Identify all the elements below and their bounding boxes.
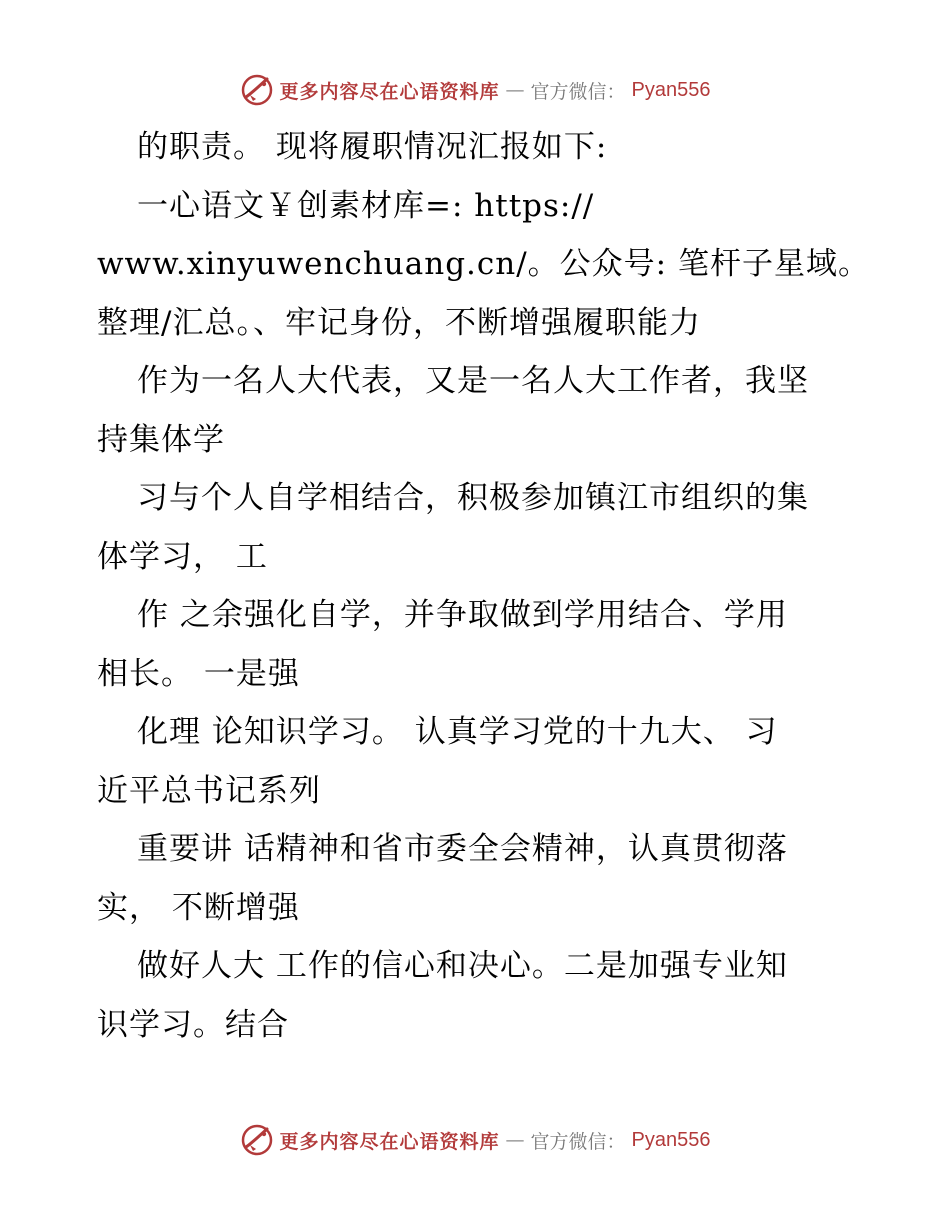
document-body (97, 118, 870, 1054)
body-line: 相长。 一是强 (97, 655, 300, 692)
body-line: 近平总书记系列 (97, 772, 321, 809)
body-line: 做好人大 工作的信心和决心。二是加强专业知 (137, 948, 788, 984)
body-line: www.xinyuwenchuang.cn/。公众号: 笔杆子星域。 (97, 246, 870, 282)
footer-banner (0, 1120, 950, 1160)
body-line: 的职责。 现将履职情况汇报如下: (137, 129, 608, 165)
header-banner-inner (240, 73, 711, 107)
body-line: 化理 论知识学习。 认真学习党的十九大、 习 (137, 714, 778, 750)
footer-banner-dash: — (505, 1129, 525, 1151)
body-line: 作 之余强化自学，并争取做到学用结合、学用 (137, 597, 788, 633)
header-banner-text: 更多内容尽在心语资料库 (279, 80, 500, 103)
body-line: 识学习。结合 (97, 1006, 289, 1043)
header-banner (0, 70, 950, 110)
pen-logo-icon (240, 1123, 274, 1157)
pen-logo-icon (240, 73, 274, 107)
body-line: 实， 不断增强 (97, 889, 300, 926)
footer-wechat-id: Pyan556 (631, 1128, 711, 1151)
body-line: 一心语文￥创素材库=: https:// (137, 187, 595, 224)
footer-banner-text: 更多内容尽在心语资料库 (279, 1130, 500, 1153)
body-line: 作为一名人大代表，又是一名人大工作者，我坚 (137, 363, 809, 399)
body-line: 持集体学 (97, 421, 225, 458)
footer-wechat-label: 官方微信： (530, 1130, 626, 1153)
header-wechat-id: Pyan556 (631, 78, 711, 101)
header-wechat-label: 官方微信： (530, 80, 626, 103)
body-line: 体学习， 工 (97, 538, 268, 575)
body-line: 整理/汇总。、牢记身份，不断增强履职能力 (97, 304, 701, 341)
body-line: 重要讲 话精神和省市委全会精神，认真贯彻落 (137, 831, 788, 867)
header-banner-dash: — (505, 79, 525, 101)
footer-banner-inner (240, 1123, 711, 1157)
body-line: 习与个人自学相结合，积极参加镇江市组织的集 (137, 480, 809, 516)
